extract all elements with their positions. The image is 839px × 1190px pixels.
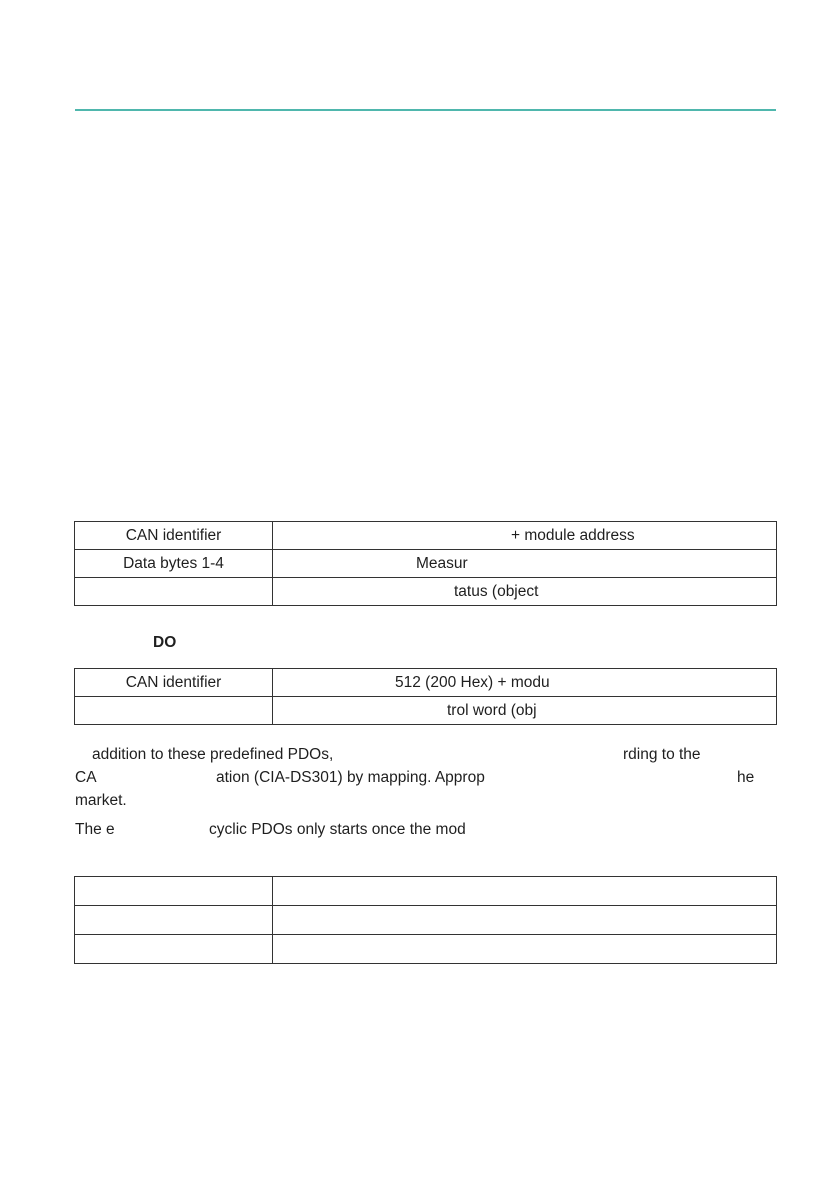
table-cell-label bbox=[75, 578, 273, 606]
pdo-table-receive bbox=[74, 668, 777, 725]
table-row bbox=[75, 550, 777, 578]
table-cell-value bbox=[273, 906, 777, 935]
table-cell-value: 512 (200 Hex) + modu bbox=[273, 669, 777, 697]
table-cell-label: Data bytes 1-4 bbox=[75, 550, 273, 578]
table-cell-value bbox=[273, 935, 777, 964]
table-cell-label: CAN identifier bbox=[75, 522, 273, 550]
table-cell-label bbox=[75, 877, 273, 906]
table-cell-value: Measur bbox=[273, 550, 777, 578]
table-cell-label bbox=[75, 935, 273, 964]
table-cell-value: trol word (obj bbox=[273, 697, 777, 725]
pdo-table-transmit bbox=[74, 521, 777, 606]
table-cell-value: + module address bbox=[273, 522, 777, 550]
table-cell-label bbox=[75, 697, 273, 725]
text-line: ation (CIA-DS301) by mapping. Approp bbox=[216, 769, 485, 786]
table-cell-label bbox=[75, 906, 273, 935]
text-line: The e bbox=[75, 821, 115, 838]
text-line: market. bbox=[75, 792, 127, 809]
empty-table bbox=[74, 876, 777, 964]
table-cell-value bbox=[273, 877, 777, 906]
table-row bbox=[75, 522, 777, 550]
text-line: cyclic PDOs only starts once the mod bbox=[209, 821, 466, 838]
table-row bbox=[75, 697, 777, 725]
table-row bbox=[75, 935, 777, 964]
table-row bbox=[75, 578, 777, 606]
table-row bbox=[75, 906, 777, 935]
text-line: rding to the bbox=[623, 746, 701, 763]
header-rule bbox=[75, 109, 776, 111]
text-line: he bbox=[737, 769, 755, 786]
table-cell-value: tatus (object bbox=[273, 578, 777, 606]
text-line: CA bbox=[75, 769, 97, 786]
section-heading: DO bbox=[153, 634, 177, 651]
table-row bbox=[75, 877, 777, 906]
text-line: addition to these predefined PDOs, bbox=[92, 746, 334, 763]
table-cell-label: CAN identifier bbox=[75, 669, 273, 697]
table-row bbox=[75, 669, 777, 697]
